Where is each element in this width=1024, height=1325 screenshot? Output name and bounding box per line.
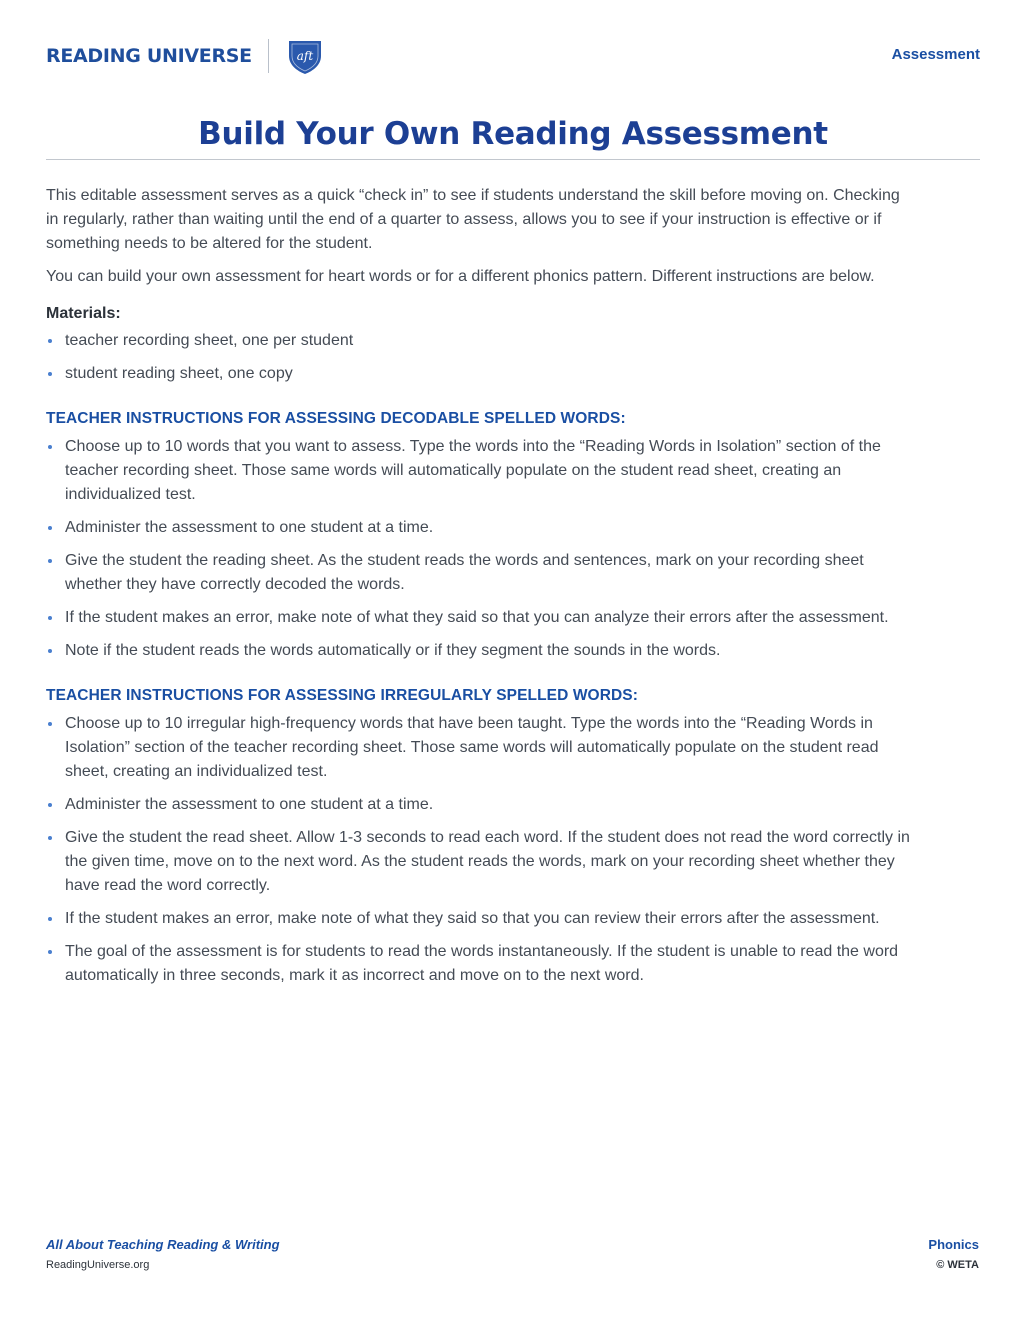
- logo-wordmark: READING UNIVERSE: [46, 45, 252, 67]
- footer-right: [928, 1236, 979, 1272]
- bullet-icon: [48, 372, 52, 376]
- footer-site-link[interactable]: ReadingUniverse.org: [46, 1259, 150, 1271]
- bullet-icon: [48, 616, 52, 620]
- bullet-icon: [48, 722, 52, 726]
- footer-topic: Phonics: [928, 1237, 979, 1252]
- intro-paragraph: You can build your own assessment for heart words or for a different phonics pattern. Different instructions are below.: [46, 268, 875, 285]
- intro-paragraph: This editable assessment serves as a quick “check in” to see if students understand the skill before moving on. Checking in regularly, rather than waiting until the end of a quarter to assess, allows you to see if your instruction is effective or if something needs to be altered for the student.: [46, 187, 900, 252]
- bullet-icon: [48, 917, 52, 921]
- list-item: [46, 435, 916, 507]
- bullet-icon: [48, 649, 52, 653]
- page-title: Build Your Own Reading Assessment: [198, 116, 828, 152]
- reading-universe-logo[interactable]: [46, 36, 327, 76]
- section-label: Assessment: [891, 46, 980, 63]
- list-item: [46, 362, 916, 386]
- main-content: [46, 184, 916, 997]
- list-item-text: The goal of the assessment is for students to read the words instantaneously. If the student is unable to read the word automatically in three seconds, mark it as incorrect and move on to the next word.: [65, 943, 899, 984]
- bullet-icon: [48, 445, 52, 449]
- materials-heading: Materials:: [46, 305, 121, 322]
- bullet-icon: [48, 950, 52, 954]
- list-item: [46, 793, 916, 817]
- list-item: [46, 712, 916, 784]
- bullet-icon: [48, 339, 52, 343]
- bullet-icon: [48, 836, 52, 840]
- footer-left: [46, 1236, 280, 1272]
- bullet-icon: [48, 526, 52, 530]
- list-item-text: Administer the assessment to one student at a time.: [65, 796, 434, 813]
- list-item: [46, 826, 916, 898]
- title-divider: [46, 159, 980, 160]
- page-header: [46, 36, 980, 76]
- footer-series-title: All About Teaching Reading & Writing: [46, 1237, 280, 1252]
- list-item-text: Note if the student reads the words automatically or if they segment the sounds in the words.: [65, 642, 721, 659]
- irregular-instructions-list: [46, 712, 916, 988]
- aft-shield-icon: [283, 36, 327, 76]
- list-item: [46, 639, 916, 663]
- list-item-text: If the student makes an error, make note of what they said so that you can analyze their errors after the assessment.: [65, 609, 889, 626]
- list-item-text: Choose up to 10 words that you want to assess. Type the words into the “Reading Words in Isolation” section of the teacher recording sheet. Those same words will automatically populate on the student read sheet, creating an individualized test.: [65, 438, 881, 503]
- list-item-text: Give the student the reading sheet. As the student reads the words and sentences, mark on your recording sheet whether they have correctly decoded the words.: [65, 552, 864, 593]
- list-item-text: If the student makes an error, make note of what they said so that you can review their errors after the assessment.: [65, 910, 880, 927]
- list-item-text: teacher recording sheet, one per student: [65, 332, 354, 349]
- irregular-section-heading: TEACHER INSTRUCTIONS FOR ASSESSING IRREGULARLY SPELLED WORDS:: [46, 687, 638, 704]
- list-item: [46, 329, 916, 353]
- list-item: [46, 516, 916, 540]
- list-item-text: Choose up to 10 irregular high-frequency words that have been taught. Type the words into the “Reading Words in Isolation” section of the teacher recording sheet. Those same words will automatically populate on the student read sheet, creating an individualized test.: [65, 715, 879, 780]
- decodable-instructions-list: [46, 435, 916, 663]
- bullet-icon: [48, 803, 52, 807]
- footer-copyright: © WETA: [936, 1259, 979, 1271]
- decodable-section-heading: TEACHER INSTRUCTIONS FOR ASSESSING DECODABLE SPELLED WORDS:: [46, 410, 626, 427]
- list-item-text: Give the student the read sheet. Allow 1-3 seconds to read each word. If the student does not read the word correctly in the given time, move on to the next word. As the student reads the words, mark on your recording sheet whether they have read the word correctly.: [65, 829, 910, 894]
- bullet-icon: [48, 559, 52, 563]
- list-item-text: student reading sheet, one copy: [65, 365, 293, 382]
- list-item: [46, 940, 916, 988]
- materials-list: [46, 329, 916, 386]
- list-item: [46, 907, 916, 931]
- svg-text:aft: aft: [296, 49, 314, 63]
- list-item-text: Administer the assessment to one student at a time.: [65, 519, 434, 536]
- list-item: [46, 549, 916, 597]
- logo-divider: [268, 39, 269, 73]
- list-item: [46, 606, 916, 630]
